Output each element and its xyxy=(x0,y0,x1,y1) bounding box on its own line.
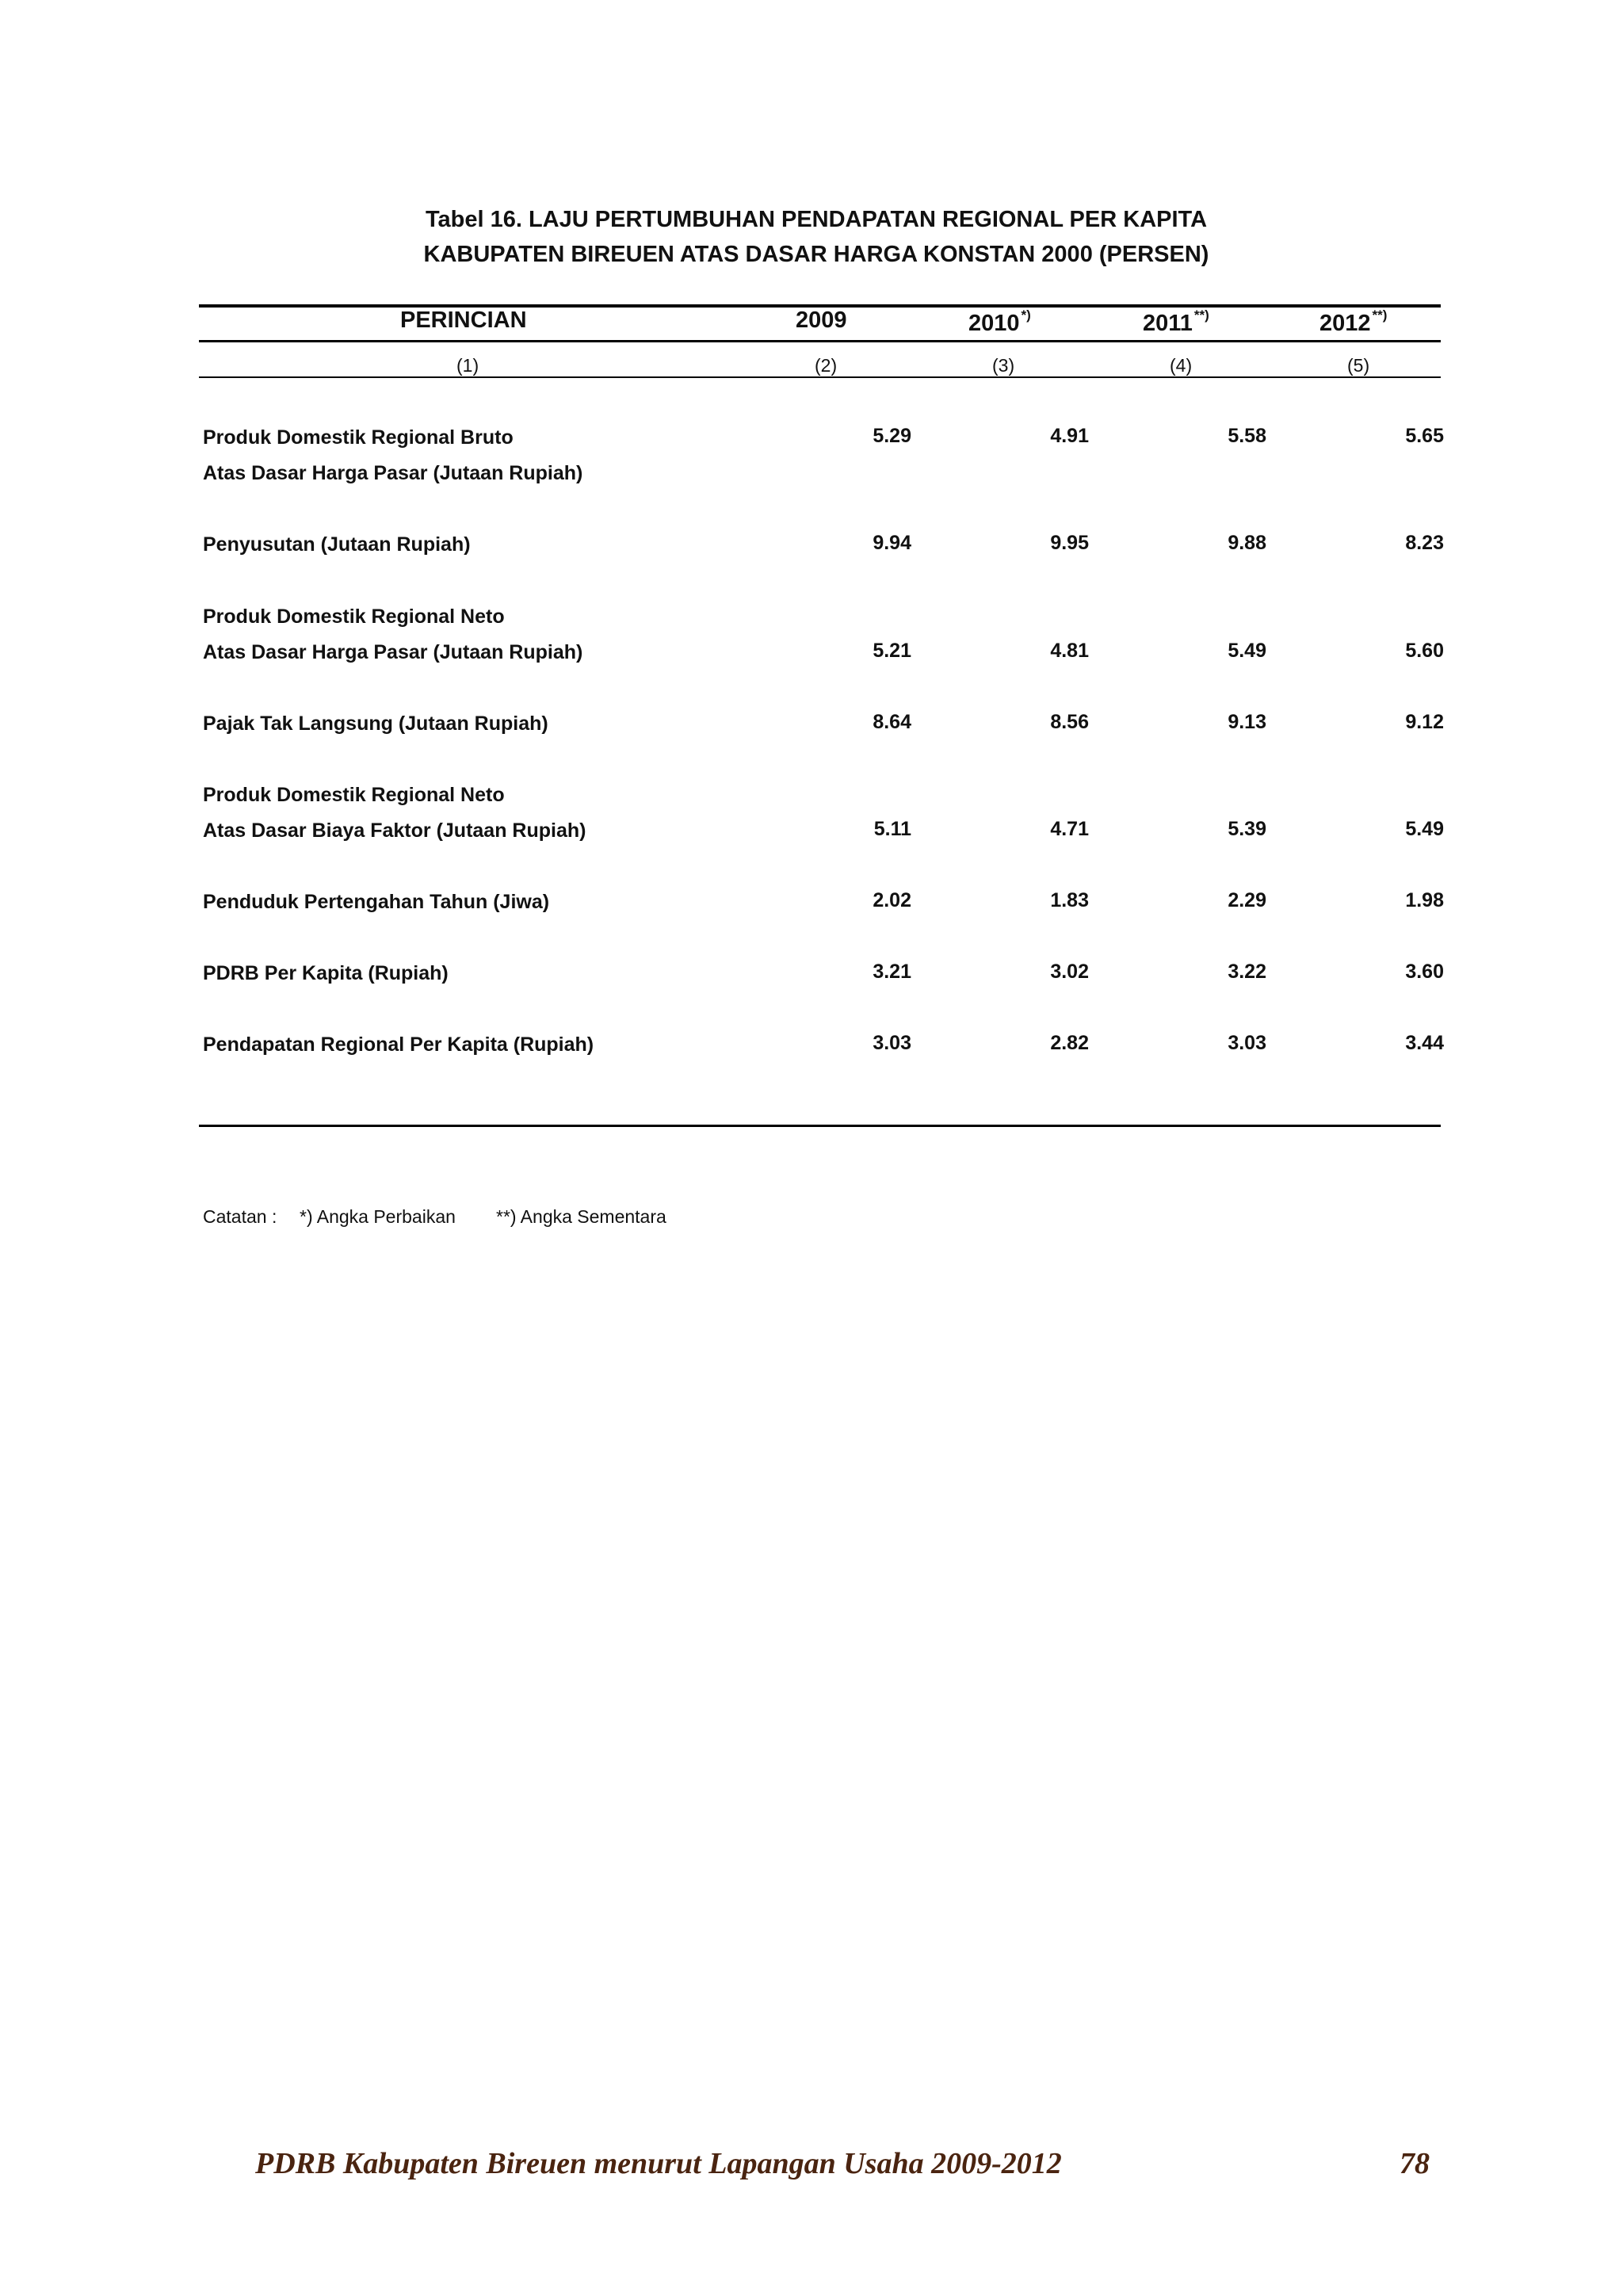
table-title-line1: Tabel 16. LAJU PERTUMBUHAN PENDAPATAN REGIONAL PER KAPITA xyxy=(425,207,1208,232)
cell-value: 3.22 xyxy=(1228,961,1266,983)
cell-value: 9.88 xyxy=(1228,532,1266,554)
row-label-pdrb-per-kapita: PDRB Per Kapita (Rupiah) xyxy=(203,962,449,984)
cell-value: 8.23 xyxy=(1405,532,1444,554)
note-angka-sementara: **) Angka Sementara xyxy=(496,1206,666,1227)
table-bottom-rule xyxy=(199,1125,1441,1127)
header-2010: 2010 *) xyxy=(968,308,1031,336)
row-label-pendapatan-per-kapita: Pendapatan Regional Per Kapita (Rupiah) xyxy=(203,1033,594,1056)
cell-value: 2.02 xyxy=(873,889,911,911)
cell-value: 4.81 xyxy=(1050,640,1089,662)
row-label-pdrn-adbf: Produk Domestik Regional Neto Atas Dasar Biaya Faktor (Jutaan Rupiah) xyxy=(203,784,586,842)
column-number-2: (2) xyxy=(815,355,838,376)
note-prefix: Catatan : xyxy=(203,1206,277,1227)
row-label-penduduk: Penduduk Pertengahan Tahun (Jiwa) xyxy=(203,891,550,913)
cell-value: 5.21 xyxy=(873,640,911,662)
column-number-5: (5) xyxy=(1347,355,1370,376)
cell-value: 5.65 xyxy=(1405,425,1444,447)
cell-value: 5.58 xyxy=(1228,425,1266,447)
cell-value: 5.39 xyxy=(1228,818,1266,840)
cell-value: 5.29 xyxy=(873,425,911,447)
row-label-pajak-tak-langsung: Pajak Tak Langsung (Jutaan Rupiah) xyxy=(203,712,548,735)
cell-value: 1.83 xyxy=(1050,889,1089,911)
cell-value: 5.11 xyxy=(873,818,911,840)
header-2011: 2011 **) xyxy=(1143,308,1209,336)
page-number: 78 xyxy=(1400,2147,1430,2180)
column-number-1: (1) xyxy=(456,355,479,376)
header-2011-footnote-mark: **) xyxy=(1193,308,1209,323)
header-perincian: PERINCIAN xyxy=(400,308,527,333)
cell-value: 3.02 xyxy=(1050,961,1089,983)
cell-value: 9.95 xyxy=(1050,532,1089,554)
footer-title: PDRB Kabupaten Bireuen menurut Lapangan Usaha 2009-2012 xyxy=(255,2147,1062,2180)
header-2012-footnote-mark: **) xyxy=(1372,308,1388,323)
cell-value: 5.49 xyxy=(1405,818,1444,840)
column-number-rule xyxy=(199,376,1441,378)
cell-value: 8.64 xyxy=(873,711,911,733)
cell-value: 1.98 xyxy=(1405,889,1444,911)
cell-value: 2.29 xyxy=(1228,889,1266,911)
cell-value: 5.60 xyxy=(1405,640,1444,662)
cell-value: 9.12 xyxy=(1405,711,1444,733)
cell-value: 8.56 xyxy=(1050,711,1089,733)
cell-value: 3.60 xyxy=(1405,961,1444,983)
header-bottom-rule xyxy=(199,340,1441,342)
cell-value: 3.44 xyxy=(1405,1032,1444,1054)
cell-value: 3.21 xyxy=(873,961,911,983)
note-angka-perbaikan: *) Angka Perbaikan xyxy=(300,1206,456,1227)
cell-value: 5.49 xyxy=(1228,640,1266,662)
cell-value: 4.91 xyxy=(1050,425,1089,447)
table-title-line2: KABUPATEN BIREUEN ATAS DASAR HARGA KONSTAN 2000 (PERSEN) xyxy=(423,242,1209,267)
cell-value: 3.03 xyxy=(1228,1032,1266,1054)
column-number-3: (3) xyxy=(992,355,1015,376)
header-2010-footnote-mark: *) xyxy=(1021,308,1031,323)
column-number-4: (4) xyxy=(1170,355,1193,376)
header-2009: 2009 xyxy=(796,308,847,333)
cell-value: 9.94 xyxy=(873,532,911,554)
row-label-penyusutan: Penyusutan (Jutaan Rupiah) xyxy=(203,533,471,556)
header-2012: 2012 **) xyxy=(1319,308,1388,336)
row-label-pdrn-adhp: Produk Domestik Regional Neto Atas Dasar Harga Pasar (Jutaan Rupiah) xyxy=(203,606,583,663)
row-label-pdrb-adhp: Produk Domestik Regional Bruto Atas Dasar Harga Pasar (Jutaan Rupiah) xyxy=(203,426,583,484)
cell-value: 4.71 xyxy=(1050,818,1089,840)
cell-value: 2.82 xyxy=(1050,1032,1089,1054)
cell-value: 3.03 xyxy=(873,1032,911,1054)
cell-value: 9.13 xyxy=(1228,711,1266,733)
